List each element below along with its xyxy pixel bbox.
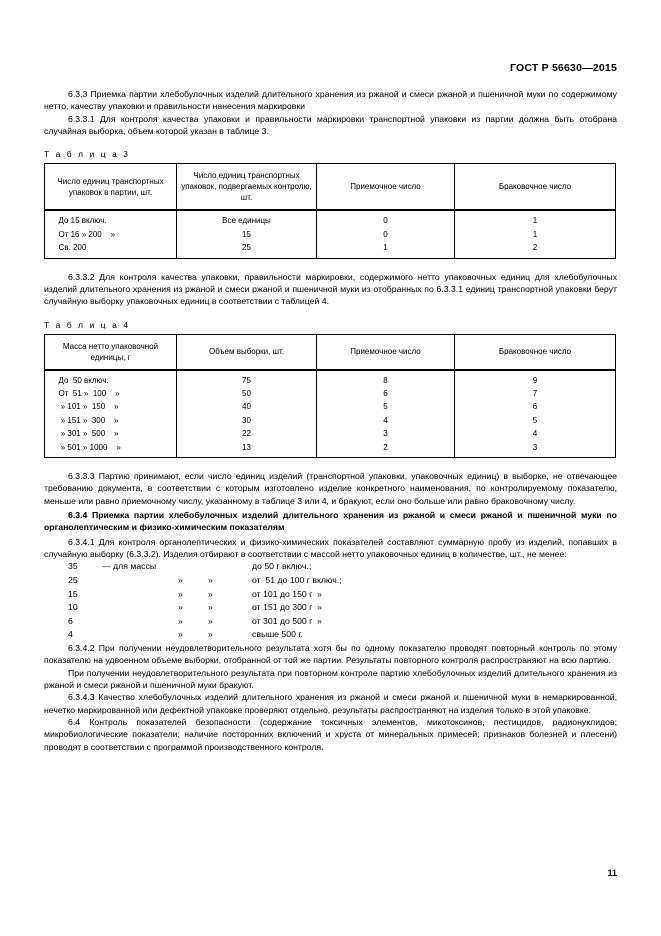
list-item-ditto-2 [208, 560, 252, 574]
table-4-cell-accept: 2 [317, 441, 455, 458]
table-3-cell-volume: Все единицы [177, 210, 317, 227]
table-4-header-row [45, 334, 616, 370]
table-4-cell-reject: 7 [455, 387, 616, 400]
table-3-body [45, 210, 616, 258]
list-item-label [102, 615, 178, 629]
list-item-label [102, 628, 178, 642]
table-4-cell-accept: 8 [317, 370, 455, 387]
list-item-label [102, 601, 178, 615]
paragraph-6-4: 6.4 Контроль показателей безопасности (содержание токсичных элементов, микотоксинов, пестицидов, радионуклидов; микробиологические показатели; наличие посторонних включений и хруста от минеральных примесей; признаков болезней и плесени) проводят в соответствии с программой производственного контроля. [44, 717, 617, 752]
table-3-cell-range: От 16 » 200 » [45, 228, 177, 241]
table-4-cell-range: » 301 » 500 » [45, 427, 177, 440]
paragraph-6-3-4-1: 6.3.4.1 Для контроля органолептических и физико-химических показателей составляют суммарную пробу из изделий, попавших в случайную выборку (6.3.3.2). Изделия отбирают в соответствии с массой нетто упаковочных единиц в количестве, шт., не менее: [44, 536, 617, 560]
paragraph-6-3-4-3: 6.3.4.3 Качество хлебобулочных изделий длительного хранения из ржаной и смеси ржаной и пшеничной муки в немаркированной, нечетко маркированной или дефектной упаковке проверяют отдельно, результаты распространяют на изделия только в этой упаковке. [44, 692, 617, 715]
table-4-cell-volume: 40 [177, 400, 317, 413]
table-4-cell-range: » 151 » 300 » [45, 414, 177, 427]
paragraph-6-3-3-2: 6.3.3.2 Для контроля качества упаковки, правильности маркировки, содержимого нетто упаковочных единиц для хлебобулочных изделий длительного хранения из ржаной и смеси ржаной и пшеничной муки из отобранных по 6.3.3.1 единиц транспортной упаковки берут случайную выборку упаковочных единиц в соответствии с таблицей 4. [44, 271, 617, 307]
table-4-col-header-net-mass: Масса нетто упаковочной единицы, г [45, 334, 177, 370]
table-4-cell-range: До 50 включ. [45, 370, 177, 387]
document-header-standard-id: ГОСТ Р 56630—2015 [509, 62, 617, 74]
list-item [44, 588, 617, 602]
table-3-cell-volume: 15 [177, 228, 317, 241]
list-item-range: свыше 500 г. [252, 629, 303, 640]
list-item-label [102, 574, 178, 588]
table-4-caption: Т а б л и ц а 4 [44, 319, 131, 330]
table-4-col-header-accept: Приемочное число [317, 334, 455, 370]
table-row [45, 370, 616, 387]
list-item-range: от 301 до 500 г » [252, 615, 322, 626]
list-item [44, 560, 617, 574]
table-row [45, 210, 616, 227]
table-row [45, 228, 616, 241]
table-3-caption: Т а б л и ц а 3 [44, 149, 131, 160]
list-item-ditto-1 [178, 560, 208, 574]
table-4-cell-reject: 5 [455, 414, 616, 427]
table-3-cell-reject: 2 [455, 241, 616, 258]
table-4-cell-reject: 4 [455, 427, 616, 440]
list-item-ditto-1: » [178, 629, 183, 640]
list-item-label [102, 588, 178, 602]
list-item [44, 615, 617, 629]
table-4-cell-accept: 5 [317, 400, 455, 413]
list-item-quantity: 15 [68, 588, 78, 599]
table-3-col-header-inspected-units: Число единиц транспортных упаковок, подвергаемых контролю, шт. [177, 164, 317, 211]
table-row [45, 400, 616, 413]
table-4-col-header-reject: Браковочное число [455, 334, 616, 370]
list-item-ditto-2: » [208, 629, 213, 640]
list-item-range: от 51 до 100 г включ.; [252, 575, 342, 586]
table-4-cell-accept: 4 [317, 414, 455, 427]
table-4-cell-volume: 30 [177, 414, 317, 427]
table-4-cell-reject: 6 [455, 400, 616, 413]
table-4-cell-reject: 3 [455, 441, 616, 458]
paragraph-6-3-4-2: 6.3.4.2 При получении неудовлетворительного результата хотя бы по одному показателю проводят повторный контроль по этому показателю на удвоенном объеме выборки, отобранной от той же партии. Результаты повторного контроля распространяют на всю партию. [44, 643, 617, 666]
table-3-cell-reject: 1 [455, 210, 616, 227]
net-mass-quantity-list [44, 560, 617, 642]
document-body [44, 88, 617, 753]
table-row [45, 414, 616, 427]
table-4-cell-accept: 6 [317, 387, 455, 400]
table-4-cell-range: » 501 » 1000 » [45, 441, 177, 458]
table-3-cell-range: Св. 200 [45, 241, 177, 258]
list-item-ditto-1: » [178, 575, 183, 586]
table-4 [44, 334, 616, 458]
paragraph-6-3-3-1: 6.3.3.1 Для контроля качества упаковки и правильности маркировки транспортной упаковки из партии должна быть отобрана случайная выборка, объем которой указан в таблице 3. [44, 113, 617, 137]
list-item-quantity: 35 [68, 561, 78, 572]
table-row [45, 387, 616, 400]
table-4-cell-range: » 101 » 150 » [45, 400, 177, 413]
table-3-col-header-reject: Браковочное число [455, 164, 616, 211]
list-item-quantity: 4 [68, 629, 73, 640]
table-3-cell-accept: 1 [317, 241, 455, 258]
list-item-ditto-2: » [208, 602, 213, 613]
paragraph-6-3-4-2-continued: При получении неудовлетворительного результата при повторном контроле партию хлебобулочных изделий длительного хранения из ржаной и смеси ржаной и пшеничной муки бракуют. [44, 667, 617, 691]
list-item [44, 628, 617, 642]
table-3-cell-volume: 25 [177, 241, 317, 258]
list-item-label: — для массы [102, 561, 157, 572]
table-4-cell-volume: 50 [177, 387, 317, 400]
list-item-ditto-1: » [178, 602, 183, 613]
list-item-ditto-2: » [208, 588, 213, 599]
paragraph-6-3-3: 6.3.3 Приемка партии хлебобулочных изделий длительного хранения из ржаной и смеси ржаной и пшеничной муки по содержимому нетто, качеству упаковки и правильности нанесения маркировки [44, 89, 617, 112]
paragraph-6-3-4-heading: 6.3.4 Приемка партии хлебобулочных изделий длительного хранения из ржаной и смеси ржаной и пшеничной муки по органолептическим и физико-химическим показателям [44, 510, 617, 533]
paragraph-6-3-3-3: 6.3.3.3 Партию принимают, если число единиц изделий (транспортной упаковки, упаковочных единиц) в выборке, не отвечающее требованию документа, в соответствии с которым изготовлено изделие конкретного наименования, по контролируемому показателю, меньше или равно приемочному числу, указанному в таблице 3 или 4, и бракуют, если оно больше или равно браковочному числу. [44, 471, 617, 506]
table-3-cell-accept: 0 [317, 210, 455, 227]
table-3-cell-accept: 0 [317, 228, 455, 241]
list-item [44, 601, 617, 615]
table-4-cell-volume: 13 [177, 441, 317, 458]
list-item [44, 574, 617, 588]
list-item-range: от 101 до 150 г » [252, 588, 322, 599]
table-row [45, 427, 616, 440]
table-4-col-header-sample-volume: Объем выборки, шт. [177, 334, 317, 370]
list-item-ditto-2: » [208, 575, 213, 586]
table-4-cell-range: От 51 » 100 » [45, 387, 177, 400]
list-item-quantity: 10 [68, 602, 78, 613]
table-3-col-header-lot-units: Число единиц транспортных упаковок в партии, шт. [45, 164, 177, 211]
table-4-cell-reject: 9 [455, 370, 616, 387]
table-4-cell-accept: 3 [317, 427, 455, 440]
table-row [45, 441, 616, 458]
list-item-ditto-1: » [178, 588, 183, 599]
list-item-range: до 50 г включ.; [252, 561, 312, 572]
table-row [45, 241, 616, 258]
list-item-ditto-1: » [178, 615, 183, 626]
table-3-header-row [45, 164, 616, 211]
page-number: 11 [607, 868, 617, 878]
table-4-body [45, 370, 616, 458]
list-item-quantity: 25 [68, 575, 78, 586]
table-4-cell-volume: 75 [177, 370, 317, 387]
table-4-cell-volume: 22 [177, 427, 317, 440]
list-item-ditto-2: » [208, 615, 213, 626]
table-3-cell-range: До 15 включ. [45, 210, 177, 227]
table-3 [44, 163, 616, 258]
table-3-col-header-accept: Приемочное число [317, 164, 455, 211]
table-3-cell-reject: 1 [455, 228, 616, 241]
list-item-range: от 151 до 300 г » [252, 602, 322, 613]
list-item-quantity: 6 [68, 615, 73, 626]
